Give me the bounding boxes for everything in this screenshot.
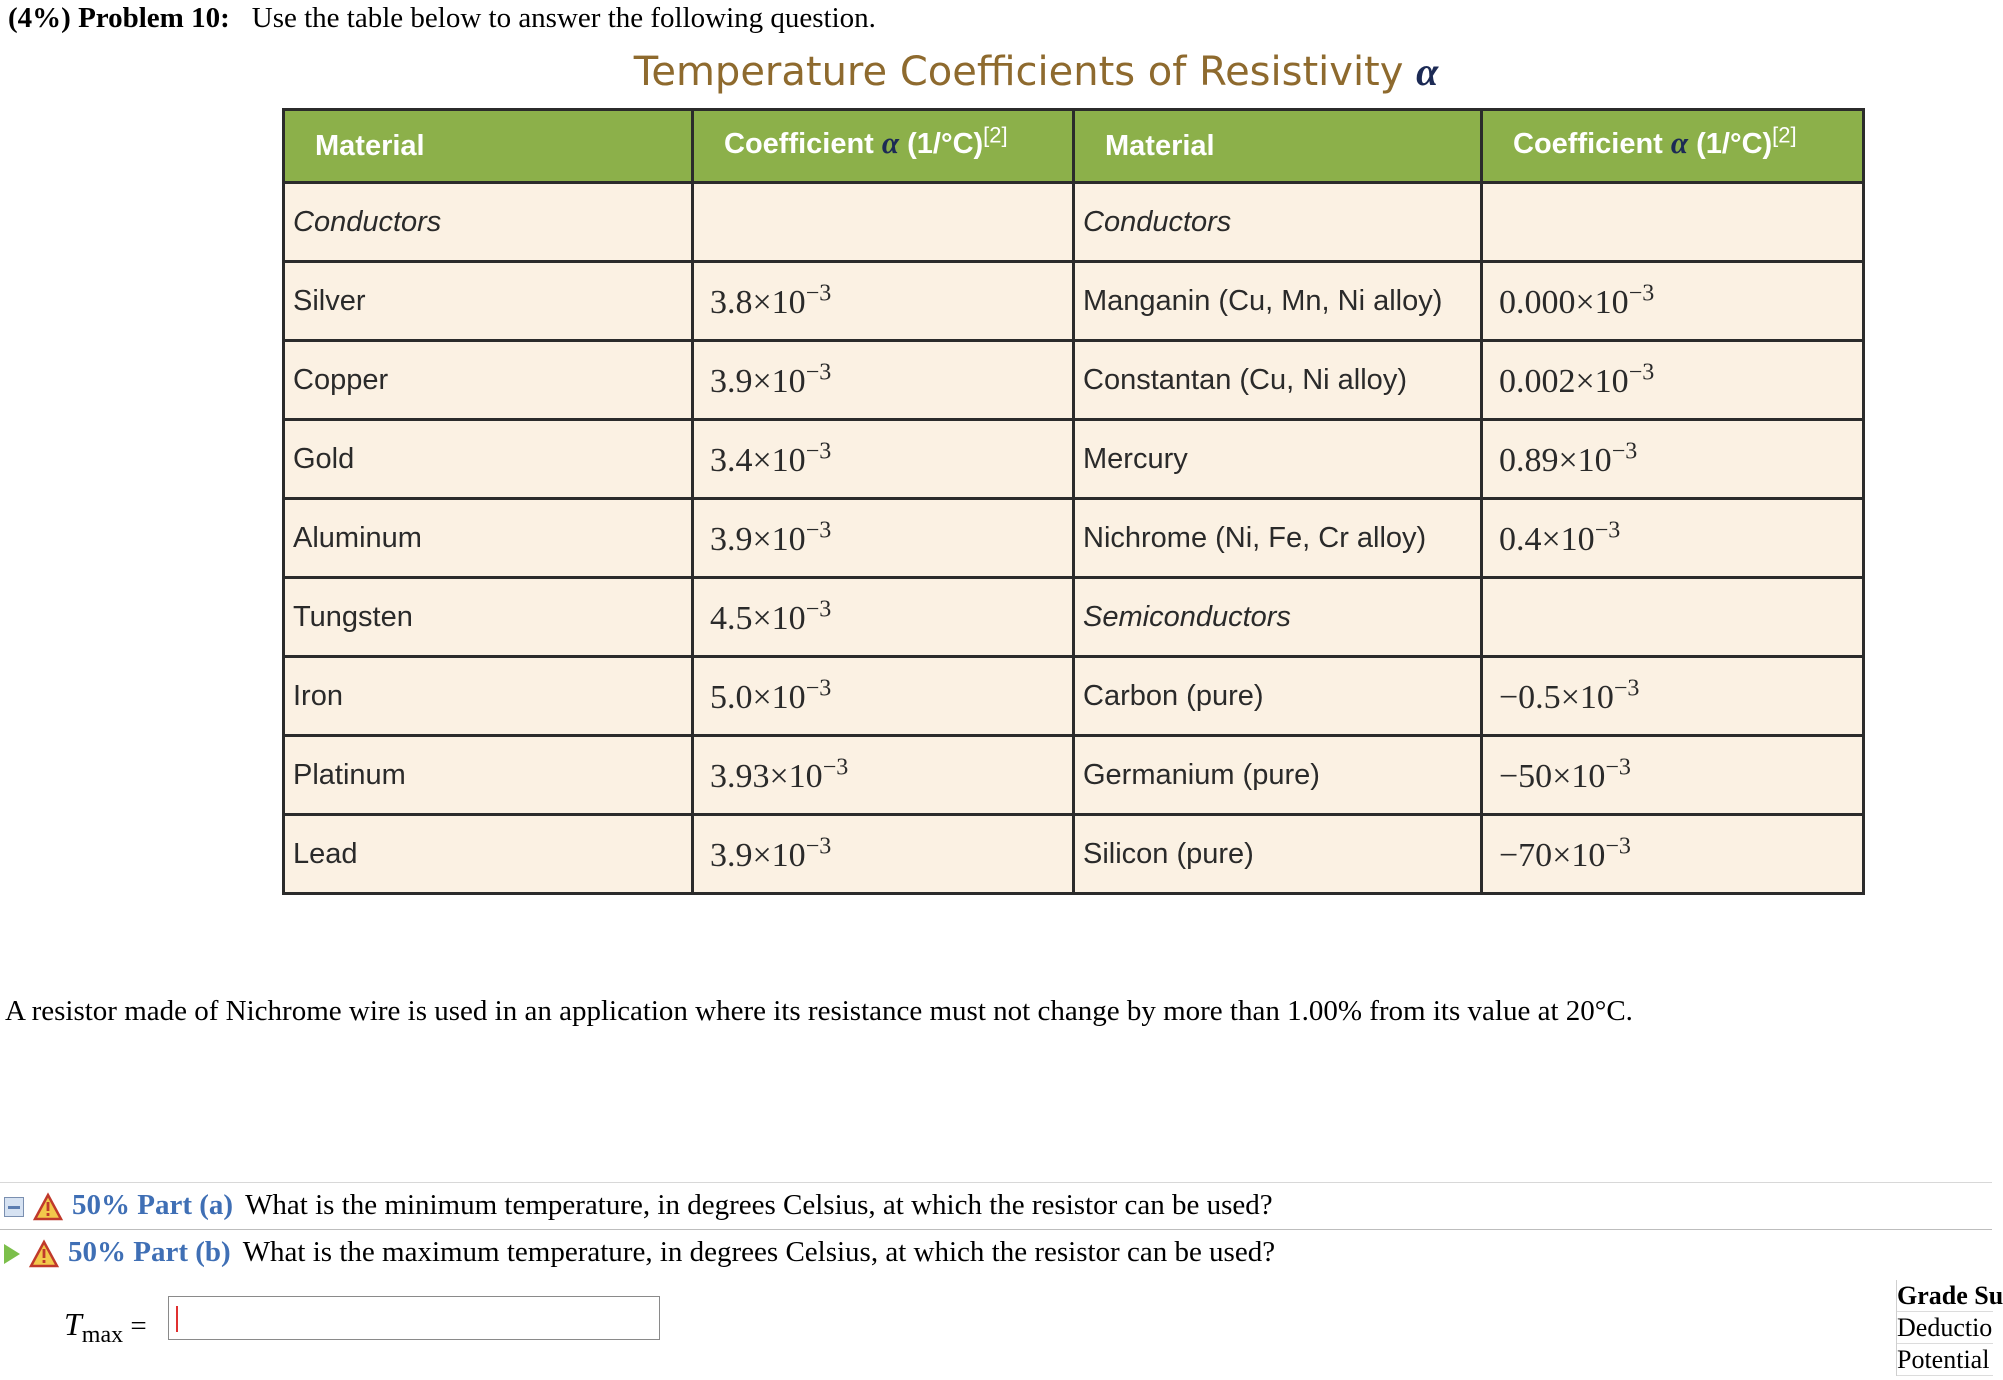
play-arrow-icon[interactable] <box>4 1244 20 1264</box>
part-b-label: 50% Part (b) <box>68 1236 231 1268</box>
text-caret <box>176 1306 178 1332</box>
material-name: Iron <box>293 679 343 712</box>
coefficient-cell <box>693 736 1074 815</box>
header-material-1: Material <box>284 110 693 183</box>
coefficient-value: $-0.5\times 10^{-3}$ <box>1499 675 1640 716</box>
material-name: Constantan (Cu, Ni alloy) <box>1083 363 1407 396</box>
coefficient-value: $0.4\times 10^{-3}$ <box>1499 517 1621 558</box>
part-b-question: What is the maximum temperature, in degrees Celsius, at which the resistor can be used? <box>242 1236 1276 1268</box>
table-row <box>284 736 1864 815</box>
table-body <box>284 183 1864 894</box>
header-coefficient-2: Coefficient α (1/°C)[2] <box>1482 110 1864 183</box>
coefficient-cell <box>693 262 1074 341</box>
material-cell <box>1074 578 1482 657</box>
coefficient-value: $3.8\times 10^{-3}$ <box>710 280 832 321</box>
warning-icon <box>30 1241 58 1267</box>
coefficient-value: $3.9\times 10^{-3}$ <box>710 517 832 558</box>
category-label: Conductors <box>293 205 442 238</box>
coefficient-value: $-70\times 10^{-3}$ <box>1499 833 1631 874</box>
material-name: Manganin (Cu, Mn, Ni alloy) <box>1083 284 1443 317</box>
material-name: Aluminum <box>293 521 422 554</box>
table-row <box>284 657 1864 736</box>
material-name: Mercury <box>1083 442 1188 475</box>
category-label: Conductors <box>1083 205 1232 238</box>
table-row <box>284 262 1864 341</box>
material-name: Lead <box>293 837 358 870</box>
material-name: Carbon (pure) <box>1083 679 1264 712</box>
material-cell <box>284 815 693 894</box>
material-cell <box>1074 657 1482 736</box>
header-material-2: Material <box>1074 110 1482 183</box>
problem-instruction: Use the table below to answer the following question. <box>251 2 876 34</box>
coefficient-cell <box>1482 815 1864 894</box>
material-cell <box>1074 736 1482 815</box>
expand-icon[interactable] <box>4 1197 24 1217</box>
material-cell <box>1074 420 1482 499</box>
material-name: Platinum <box>293 758 406 791</box>
table-title-symbol: α <box>1416 49 1439 94</box>
material-cell <box>1074 815 1482 894</box>
coefficient-cell <box>1482 262 1864 341</box>
coefficient-value: $0.000\times 10^{-3}$ <box>1499 280 1655 321</box>
coefficient-cell <box>693 815 1074 894</box>
material-name: Germanium (pure) <box>1083 758 1320 791</box>
coefficient-cell <box>1482 657 1864 736</box>
header-coefficient-1: Coefficient α (1/°C)[2] <box>693 110 1074 183</box>
coefficient-cell <box>693 183 1074 262</box>
material-cell <box>1074 262 1482 341</box>
material-cell <box>284 657 693 736</box>
coefficient-value: $0.002\times 10^{-3}$ <box>1499 359 1655 400</box>
material-name: Nichrome (Ni, Fe, Cr alloy) <box>1083 521 1427 554</box>
coefficient-cell <box>1482 499 1864 578</box>
coefficient-value: $3.93\times 10^{-3}$ <box>710 754 849 795</box>
coefficient-cell <box>693 341 1074 420</box>
material-cell <box>284 183 693 262</box>
category-label: Semiconductors <box>1083 600 1291 633</box>
coefficient-value: $5.0\times 10^{-3}$ <box>710 675 832 716</box>
coefficient-cell <box>1482 578 1864 657</box>
table-header-row <box>284 110 1864 183</box>
material-cell <box>284 341 693 420</box>
grade-potential: Potential <box>1897 1344 1993 1376</box>
material-cell <box>284 499 693 578</box>
material-name: Silicon (pure) <box>1083 837 1254 870</box>
tmax-label: $T_{max}$ = <box>64 1306 147 1348</box>
coefficient-cell <box>693 499 1074 578</box>
material-name: Copper <box>293 363 389 396</box>
table-row <box>284 578 1864 657</box>
coefficient-cell <box>1482 183 1864 262</box>
coefficient-table <box>282 108 1865 895</box>
part-a-row[interactable] <box>0 1182 1992 1230</box>
grade-summary-title: Grade Su <box>1897 1281 2003 1310</box>
material-cell <box>1074 341 1482 420</box>
tmax-input[interactable] <box>168 1296 660 1340</box>
coefficient-cell <box>693 578 1074 657</box>
table-row <box>284 815 1864 894</box>
table-row <box>284 341 1864 420</box>
material-name: Tungsten <box>293 600 413 633</box>
coefficient-value: $3.9\times 10^{-3}$ <box>710 359 832 400</box>
material-cell <box>284 262 693 341</box>
grade-deductions: Deductio <box>1897 1313 1993 1342</box>
coefficient-cell <box>693 420 1074 499</box>
coefficient-value: $-50\times 10^{-3}$ <box>1499 754 1631 795</box>
table-title <box>0 48 1992 95</box>
material-name: Gold <box>293 442 355 475</box>
coefficient-value: $3.9\times 10^{-3}$ <box>710 833 832 874</box>
grade-summary <box>1896 1280 2003 1376</box>
part-a-label: 50% Part (a) <box>72 1189 234 1221</box>
problem-number: (4%) Problem 10: <box>8 2 230 34</box>
table-row <box>284 420 1864 499</box>
problem-statement: A resistor made of Nichrome wire is used in an application where its resistance must not change by more than 1.00% from its value at 20°C. <box>5 995 1633 1027</box>
problem-header <box>8 2 876 35</box>
coefficient-cell <box>1482 420 1864 499</box>
material-cell <box>284 578 693 657</box>
material-cell <box>284 420 693 499</box>
coefficient-cell <box>1482 736 1864 815</box>
part-b-row[interactable] <box>0 1230 1992 1276</box>
coefficient-cell <box>693 657 1074 736</box>
material-cell <box>1074 499 1482 578</box>
table-title-text: Temperature Coefficients of Resistivity <box>633 49 1404 95</box>
coefficient-cell <box>1482 341 1864 420</box>
coefficient-value: $3.4\times 10^{-3}$ <box>710 438 832 479</box>
table-row <box>284 499 1864 578</box>
material-name: Silver <box>293 284 366 317</box>
part-a-question: What is the minimum temperature, in degrees Celsius, at which the resistor can be used? <box>245 1189 1273 1221</box>
warning-icon <box>34 1194 62 1220</box>
coefficient-value: $4.5\times 10^{-3}$ <box>710 596 832 637</box>
material-cell <box>1074 183 1482 262</box>
table-row <box>284 183 1864 262</box>
material-cell <box>284 736 693 815</box>
coefficient-value: $0.89\times 10^{-3}$ <box>1499 438 1638 479</box>
